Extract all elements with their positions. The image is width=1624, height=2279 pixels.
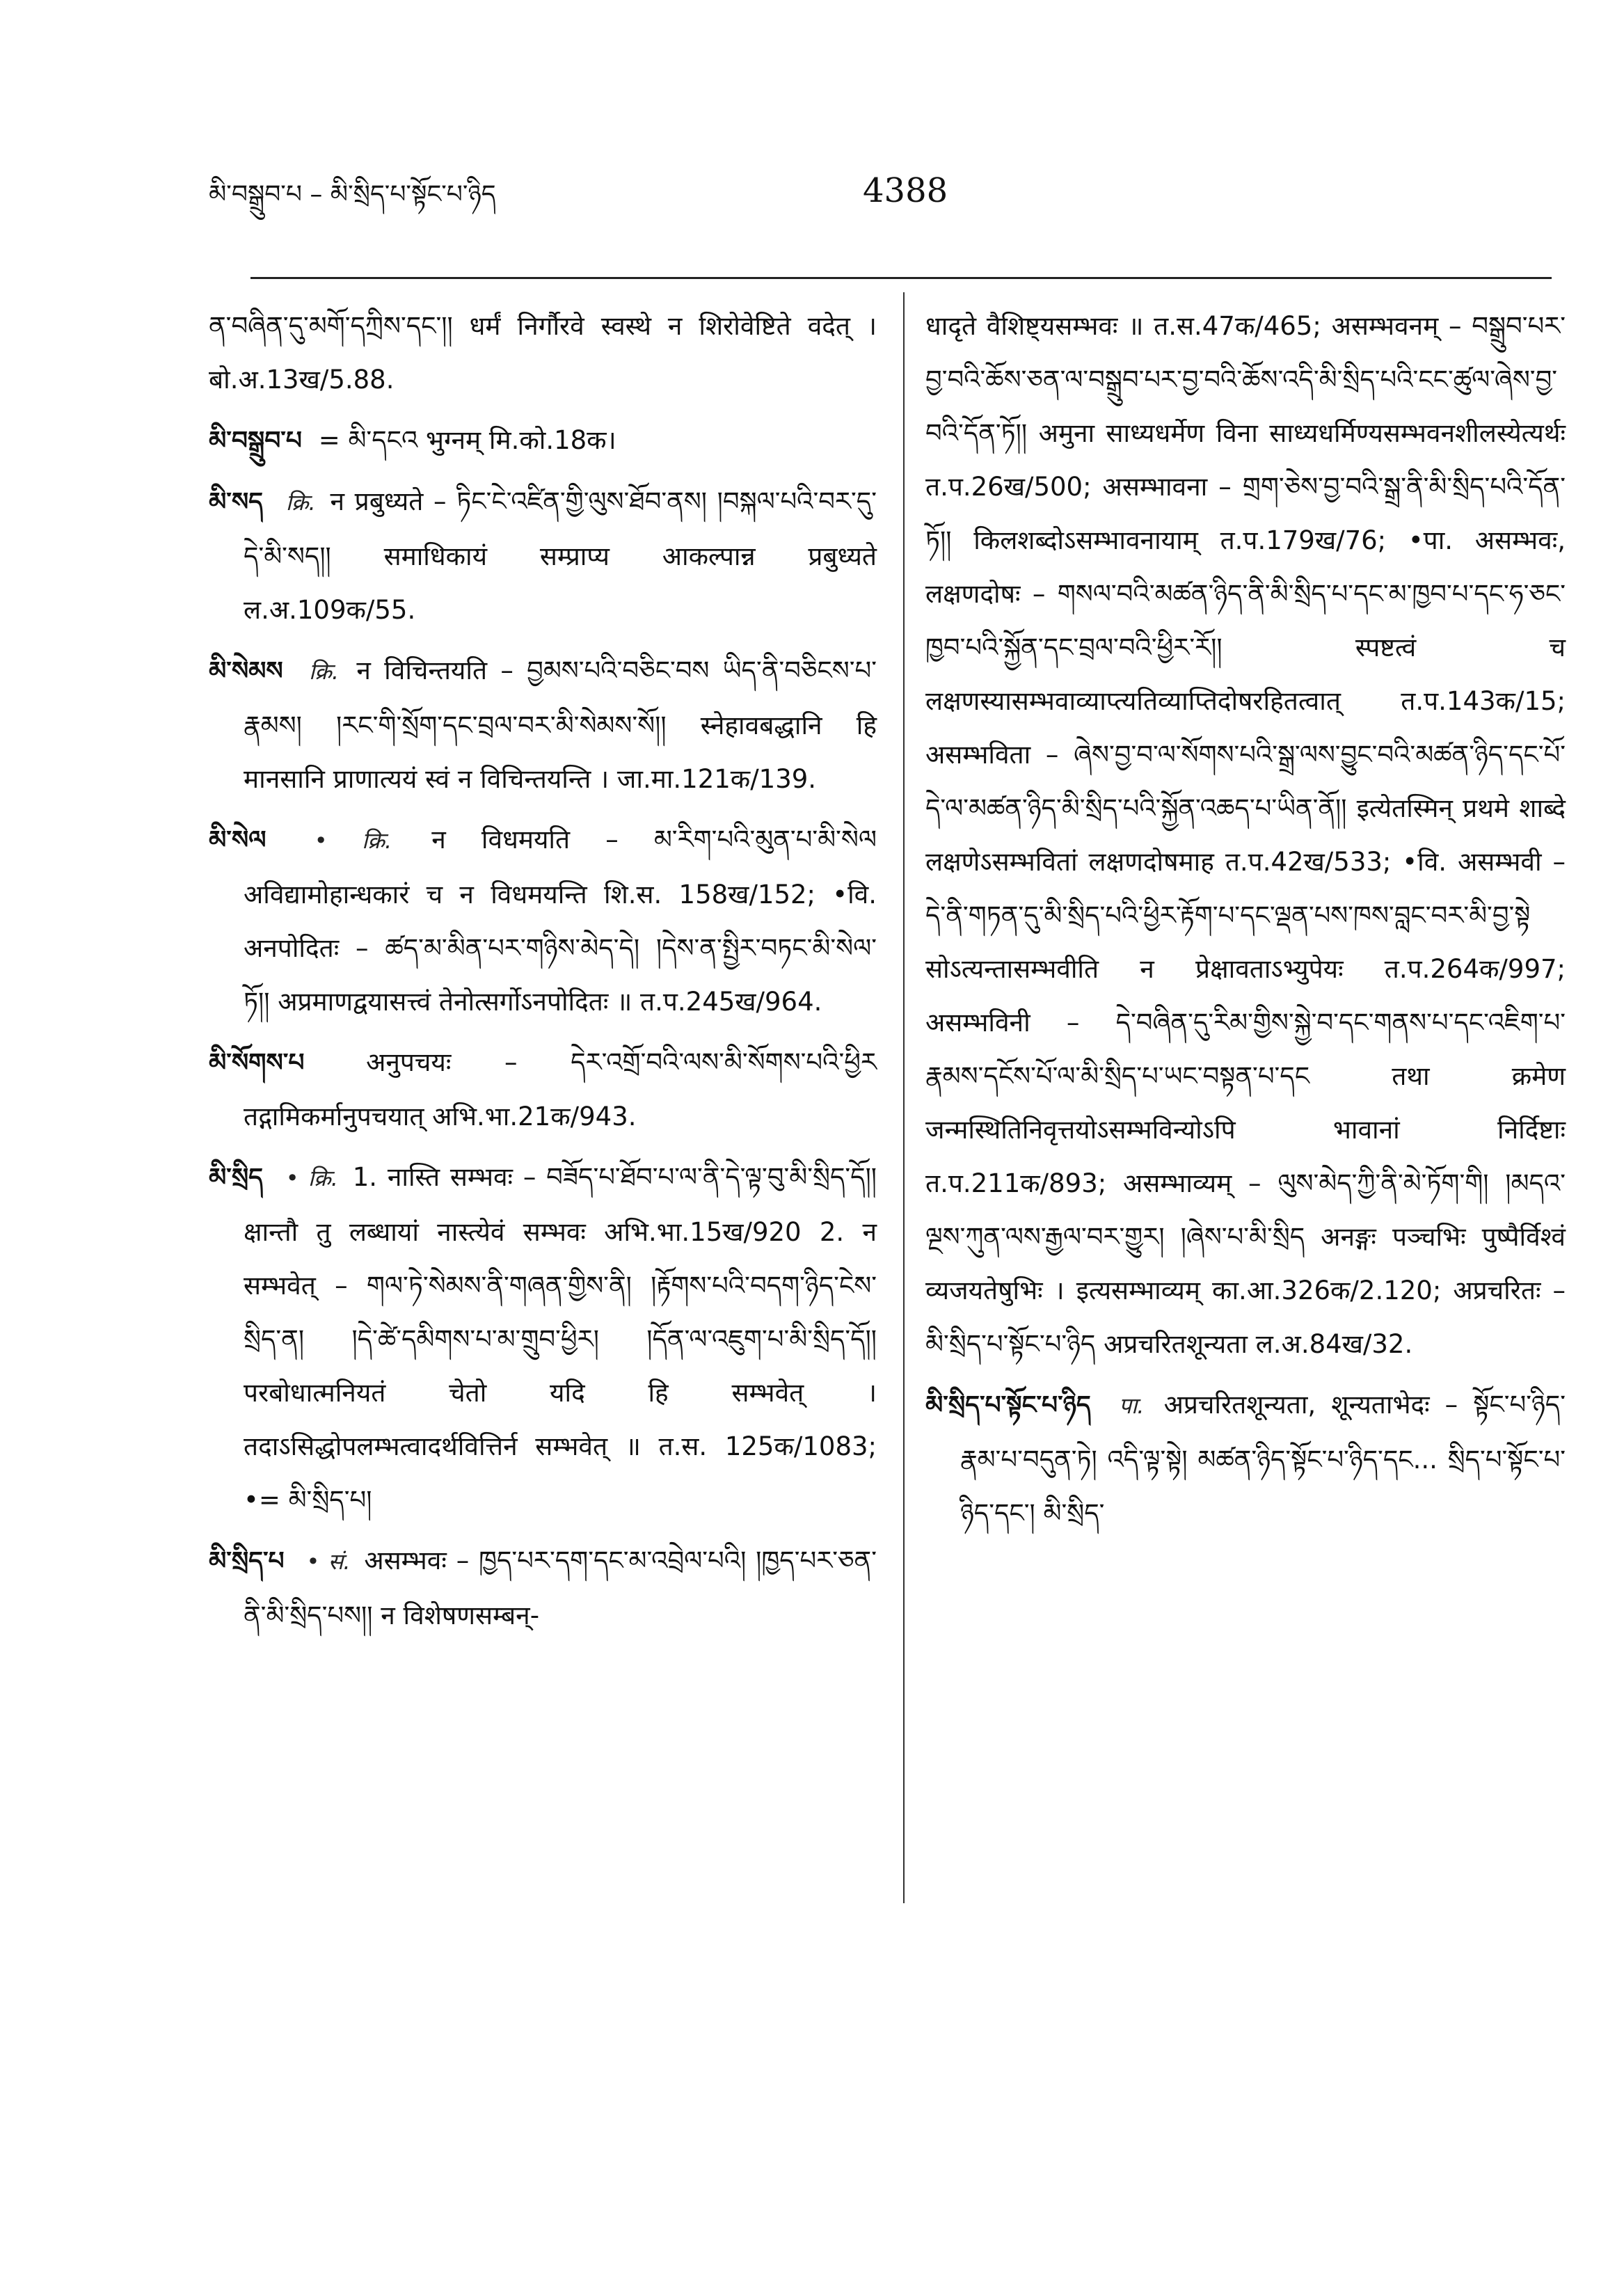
dictionary-entry: [925, 299, 1566, 1371]
dictionary-entry: [209, 1035, 877, 1143]
entry-headword: མི་སྲིད་པ: [209, 1547, 285, 1575]
entry-headword: མི་སད: [209, 488, 263, 516]
entry-body: न विचिन्तयति – བྱམས་པའི་བཅིང་བས ཡིད་ནི་བཅིངས་པ་རྣམས། །རང་གི་སྲོག་དང་བྲལ་བར་མི་སེམས་སོ།། स्नेहावबद्धानि हि मानसानि प्राणात्ययं स्वं न विचिन्तयन्ति । जा.मा.121क/139.: [244, 656, 877, 794]
running-head: མི་བསྒྲུབ་པ – མི་སྲིད་པ་སྟོང་པ་ཉིད: [209, 180, 496, 209]
dictionary-entry: [925, 1378, 1566, 1540]
entry-headword: མི་སྲིད་པ་སྟོང་པ་ཉིད: [925, 1391, 1091, 1420]
dictionary-entry: [209, 644, 877, 806]
left-column: [209, 299, 877, 1649]
entry-body: न विधमयति – མ་རིག་པའི་མུན་པ་མི་སེལ अविद्यामोहान्धकारं च न विधमयन्ति शि.स. 158ख/152; •वि. अनपोदितः – ཚད་མ་མིན་པར་གཉིས་མེད་དེ། །དེས་ན་སྤྱིར་བཏང་མི་སེལ་ཏོ།། अप्रमाणद्वयासत्त्वं तेनोत्सर्गोऽनपोदितः ॥ त.प.245ख/964.: [244, 825, 877, 1017]
entry-headword: མི་སེམས: [209, 657, 283, 685]
grammar-label: • क्रि.: [285, 1165, 338, 1191]
dictionary-entry: [209, 1534, 877, 1642]
entry-body: धादृते वैशिष्ट्यसम्भवः ॥ त.स.47क/465; असम्भवनम् – བསྒྲུབ་པར་བྱ་བའི་ཆོས་ཅན་ལ་བསྒྲུབ་པར་བྱ་བའི་ཆོས་འདི་མི་སྲིད་པའི་ངང་ཚུལ་ཞེས་བྱ་བའི་དོན་ཏོ།། अमुना साध्यधर्मेण विना साध्यधर्मिण्यसम्भवनशीलस्येत्यर्थः त.प.26ख/500; असम्भावना – གྲག་ཅེས་བྱ་བའི་སྒྲ་ནི་མི་སྲིད་པའི་དོན་ཏོ།། किलशब्दोऽसम्भावनायाम् त.प.179ख/76; •पा. असम्भवः, लक्षणदोषः – གསལ་བའི་མཚན་ཉིད་ནི་མི་སྲིད་པ་དང་མ་ཁྱབ་པ་དང་ཧ་ཅང་ཁྱབ་པའི་སྐྱོན་དང་བྲལ་བའི་ཕྱིར་རོ།། स्पष्टत्वं च लक्षणस्यासम्भवाव्याप्त्यतिव्याप्तिदोषरहितत्वात् त.प.143क/15; असम्भविता – ཞེས་བྱ་བ་ལ་སོགས་པའི་སྒྲ་ལས་བྱུང་བའི་མཚན་ཉིད་དང་པོ་དེ་ལ་མཚན་ཉིད་མི་སྲིད་པའི་སྐྱོན་འཆད་པ་ཡིན་ནོ།། इत्येतस्मिन् प्रथमे शाब्दे लक्षणेऽसम्भवितां लक्षणदोषमाह त.प.42ख/533; •वि. असम्भवी – དེ་ནི་གཏན་དུ་མི་སྲིད་པའི་ཕྱིར་རྟོག་པ་དང་ལྡན་པས་ཁས་བླང་བར་མི་བྱ་སྟེ सोऽत्यन्तासम्भवीति न प्रेक्षावताऽभ्युपेयः त.प.264क/997; असम्भविनी – དེ་བཞིན་དུ་རིམ་གྱིས་སྐྱེ་བ་དང་གནས་པ་དང་འཇིག་པ་རྣམས་དངོས་པོ་ལ་མི་སྲིད་པ་ཡང་བསྟན་པ་དང तथा क्रमेण जन्मस्थितिनिवृत्तयोऽसम्भविन्योऽपि भावानां निर्दिष्टाः त.प.211क/893; असम्भाव्यम् – ལུས་མེད་ཀྱི་ནི་མེ་ཏོག་གི། །མདའ་ལྔས་ཀུན་ལས་རྒྱལ་བར་གྱུར། །ཞེས་པ་མི་སྲིད अनङ्गः पञ्चभिः पुष्पैर्विश्वं व्यजयतेषुभिः । इत्यसम्भाव्यम् का.आ.326क/2.120; अप्रचरितः – མི་སྲིད་པ་སྟོང་པ་ཉིད अप्रचरितशून्यता ल.अ.84ख/32.: [925, 311, 1566, 1359]
entry-body: असम्भवः – ཁྱད་པར་དག་དང་མ་འབྲེལ་པའི། །ཁྱད་པར་ཅན་ནི་མི་སྲིད་པས།། न विशेषणसम्बन्-: [244, 1546, 877, 1630]
entry-body: न प्रबुध्यते – ཏིང་ངེ་འཛིན་གྱི་ལུས་ཐོབ་ནས། །བསྐལ་པའི་བར་དུ་དེ་མི་སད།། समाधिकायं सम्प्राप्य आकल्पान्न प्रबुध्यते ल.अ.109क/55.: [244, 486, 877, 625]
grammar-label: • सं.: [306, 1548, 351, 1575]
grammar-label: • क्रि.: [314, 827, 392, 854]
entry-body: अनुपचयः – དེར་འགྲོ་བའི་ལས་མི་སོགས་པའི་ཕྱིར तद्गामिकर्मानुपचयात् अभि.भा.21क/943.: [244, 1047, 877, 1131]
entry-headword: མི་སྲིད: [209, 1164, 263, 1192]
header-rule: [250, 277, 1552, 279]
entry-headword: མི་སེལ: [209, 826, 266, 855]
dictionary-entry: [209, 813, 877, 1029]
entry-body: अप्रचरितशून्यता, शून्यताभेदः – སྟོང་པ་ཉིད་རྣམ་པ་བདུན་ཏེ། འདི་ལྟ་སྟེ། མཚན་ཉིད་སྟོང་པ་ཉིད་དང... སྲིད་པ་སྟོང་པ་ཉིད་དང་། མི་སྲིད་: [960, 1390, 1566, 1528]
page-number: 4388: [863, 171, 948, 210]
dictionary-entry: [209, 413, 877, 468]
grammar-label: क्रि.: [309, 658, 340, 685]
grammar-label: क्रि.: [285, 489, 316, 516]
entry-body: 1. नास्ति सम्भवः – བཟོད་པ་ཐོབ་པ་ལ་ནི་དེ་ལྟ་བུ་མི་སྲིད་དོ།། क्षान्तौ तु लब्धायां नास्त्येवं सम्भवः अभि.भा.15ख/920 2. न सम्भवेत् – གལ་ཏེ་སེམས་ནི་གཞན་གྱིས་ནི། །རྟོགས་པའི་བདག་ཉིད་ངེས་སྲིད་ན། །དེ་ཚེ་དམིགས་པ་མ་གྲུབ་ཕྱིར། །དོན་ལ་འཇུག་པ་མི་སྲིད་དོ།། परबोधात्मनियतं चेतो यदि हि सम्भवेत् । तदाऽसिद्धोपलम्भत्वादर्थवित्तिर्न सम्भवेत् ॥ त.स. 125क/1083; •= མི་སྲིད་པ།: [244, 1162, 877, 1515]
dictionary-entry: [209, 1150, 877, 1527]
dictionary-entry: [209, 475, 877, 637]
entry-body: = མི་དངའ भुग्नम् मि.को.18क।: [318, 425, 616, 455]
entry-body: ན་བཞིན་དུ་མགོ་དཀྲིས་དང་།། धर्मं निर्गौरवे स्वस्थे न शिरोवेष्टिते वदेत् । बो.अ.13ख/5.88.: [209, 311, 877, 395]
column-divider: [903, 292, 905, 1903]
right-column: [925, 299, 1566, 1547]
entry-headword: མི་བསྒྲུབ་པ: [209, 427, 302, 455]
entry-headword: མི་སོགས་པ: [209, 1049, 305, 1077]
dictionary-entry: [209, 299, 877, 406]
page-header: [209, 166, 1531, 228]
grammar-label: पा.: [1118, 1392, 1145, 1419]
